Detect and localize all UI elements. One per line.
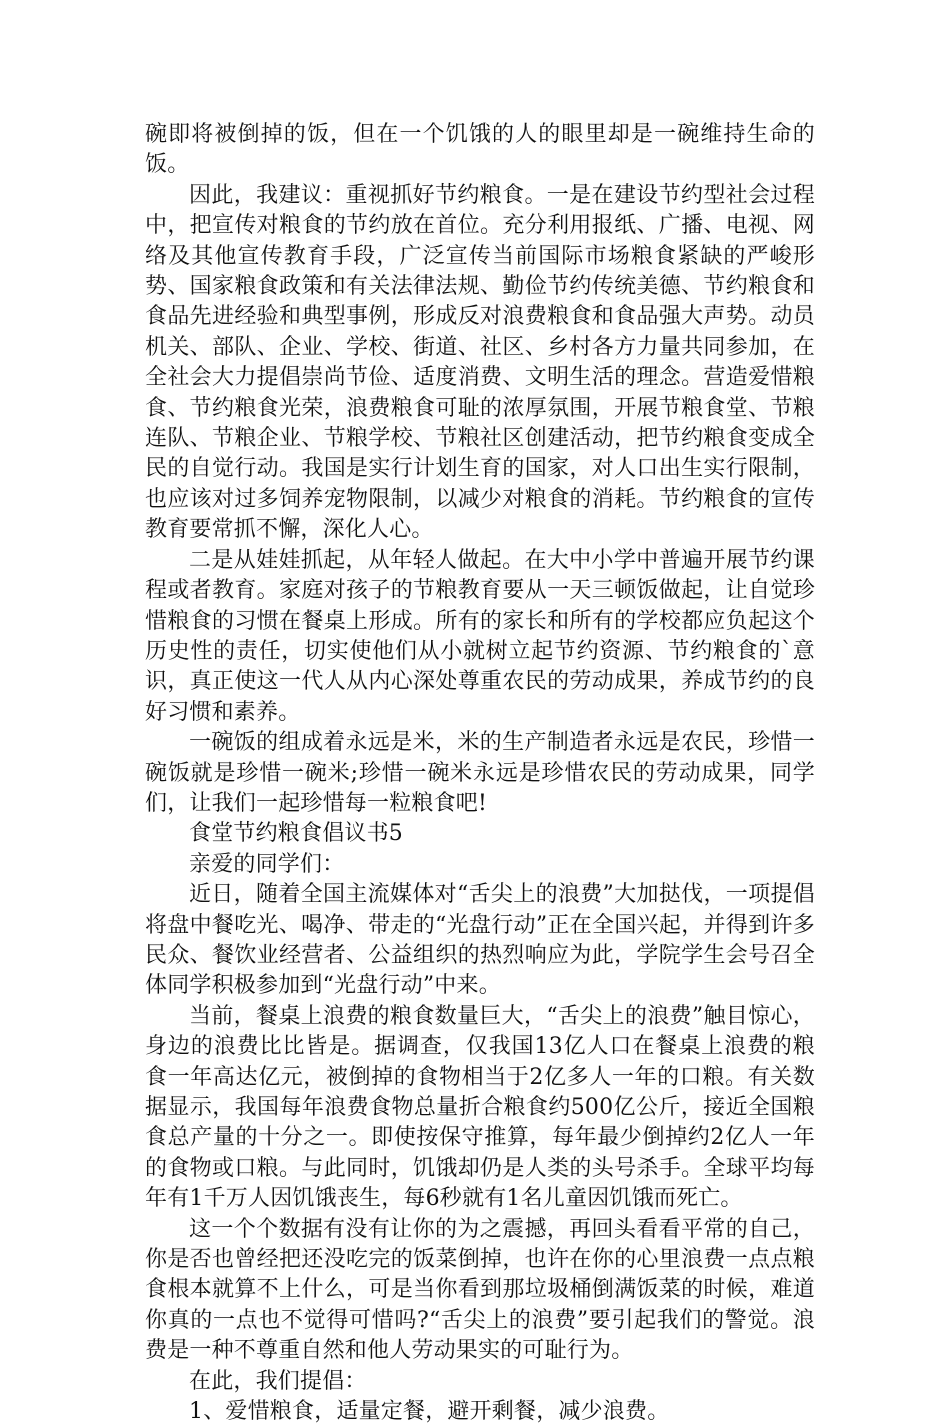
- paragraph-2: 因此，我建议：重视抓好节约粮食。一是在建设节约型社会过程中，把宣传对粮食的节约放在首位。充分利用报纸、广播、电视、网络及其他宣传教育手段，广泛宣传当前国际市场粮食紧缺的严峻形势、国家粮食政策和有关法律法规、勤俭节约传统美德、节约粮食和食品先进经验和典型事例，形成反对浪费粮食和食品强大声势。动员机关、部队、企业、学校、街道、社区、乡村各方力量共同参加，在全社会大力提倡崇尚节俭、适度消费、文明生活的理念。营造爱惜粮食、节约粮食光荣，浪费粮食可耻的浓厚氛围，开展节粮食堂、节粮连队、节粮企业、节粮学校、节粮社区创建活动，把节约粮食变成全民的自觉行动。我国是实行计划生育的国家，对人口出生实行限制，也应该对过多饲养宠物限制，以减少对粮食的消耗。节约粮食的宣传教育要常抓不懈，深化人心。: [145, 182, 815, 543]
- paragraph-8: 在此，我们提倡：: [189, 1368, 367, 1394]
- paragraph-7: 这一个个数据有没有让你的为之震撼，再回头看看平常的自己，你是否也曾经把还没吃完的饭菜倒掉，也许在你的心里浪费一点点粮食根本就算不上什么，可是当你看到那垃圾桶倒满饭菜的时候，难道你真的一点也不觉得可惜吗?“舌尖上的浪费”要引起我们的警觉。浪费是一种不尊重自然和他人劳动果实的可耻行为。: [145, 1216, 815, 1364]
- paragraph-6: 当前，餐桌上浪费的粮食数量巨大，“舌尖上的浪费”触目惊心，身边的浪费比比皆是。据调查，仅我国13亿人口在餐桌上浪费的粮食一年高达亿元，被倒掉的食物相当于2亿多人一年的口粮。有关数据显示，我国每年浪费食物总量折合粮食约500亿公斤，接近全国粮食总产量的十分之一。即使按保守推算，每年最少倒掉约2亿人一年的食物或口粮。与此同时，饥饿却仍是人类的头号杀手。全球平均每年有1千万人因饥饿丧生，每6秒就有1名儿童因饥饿而死亡。: [145, 1003, 815, 1212]
- paragraph-3: 二是从娃娃抓起，从年轻人做起。在大中小学中普遍开展节约课程或者教育。家庭对孩子的节粮教育要从一天三顿饭做起，让自觉珍惜粮食的习惯在餐桌上形成。所有的家长和所有的学校都应负起这个历史性的责任，切实使他们从小就树立起节约资源、节约粮食的`意识，真正使这一代人从内心深处尊重农民的劳动成果，养成节约的良好习惯和素养。: [145, 547, 815, 725]
- section-heading: 食堂节约粮食倡议书5: [189, 821, 403, 847]
- document-body: [145, 120, 815, 1427]
- paragraph-4: 一碗饭的组成着永远是米，米的生产制造者永远是农民，珍惜一碗饭就是珍惜一碗米;珍惜一碗米永远是珍惜农民的劳动成果，同学们，让我们一起珍惜每一粒粮食吧!: [145, 730, 815, 816]
- salutation: 亲爱的同学们：: [189, 851, 345, 877]
- paragraph-1: 碗即将被倒掉的饭，但在一个饥饿的人的眼里却是一碗维持生命的饭。: [145, 122, 815, 178]
- paragraph-5: 近日，随着全国主流媒体对“舌尖上的浪费”大加挞伐，一项提倡将盘中餐吃光、喝净、带走的“光盘行动”正在全国兴起，并得到许多民众、餐饮业经营者、公益组织的热烈响应为此，学院学生会号召全体同学积极参加到“光盘行动”中来。: [145, 882, 815, 999]
- list-item-1: 1、爱惜粮食，适量定餐，避开剩餐，减少浪费。: [189, 1399, 670, 1425]
